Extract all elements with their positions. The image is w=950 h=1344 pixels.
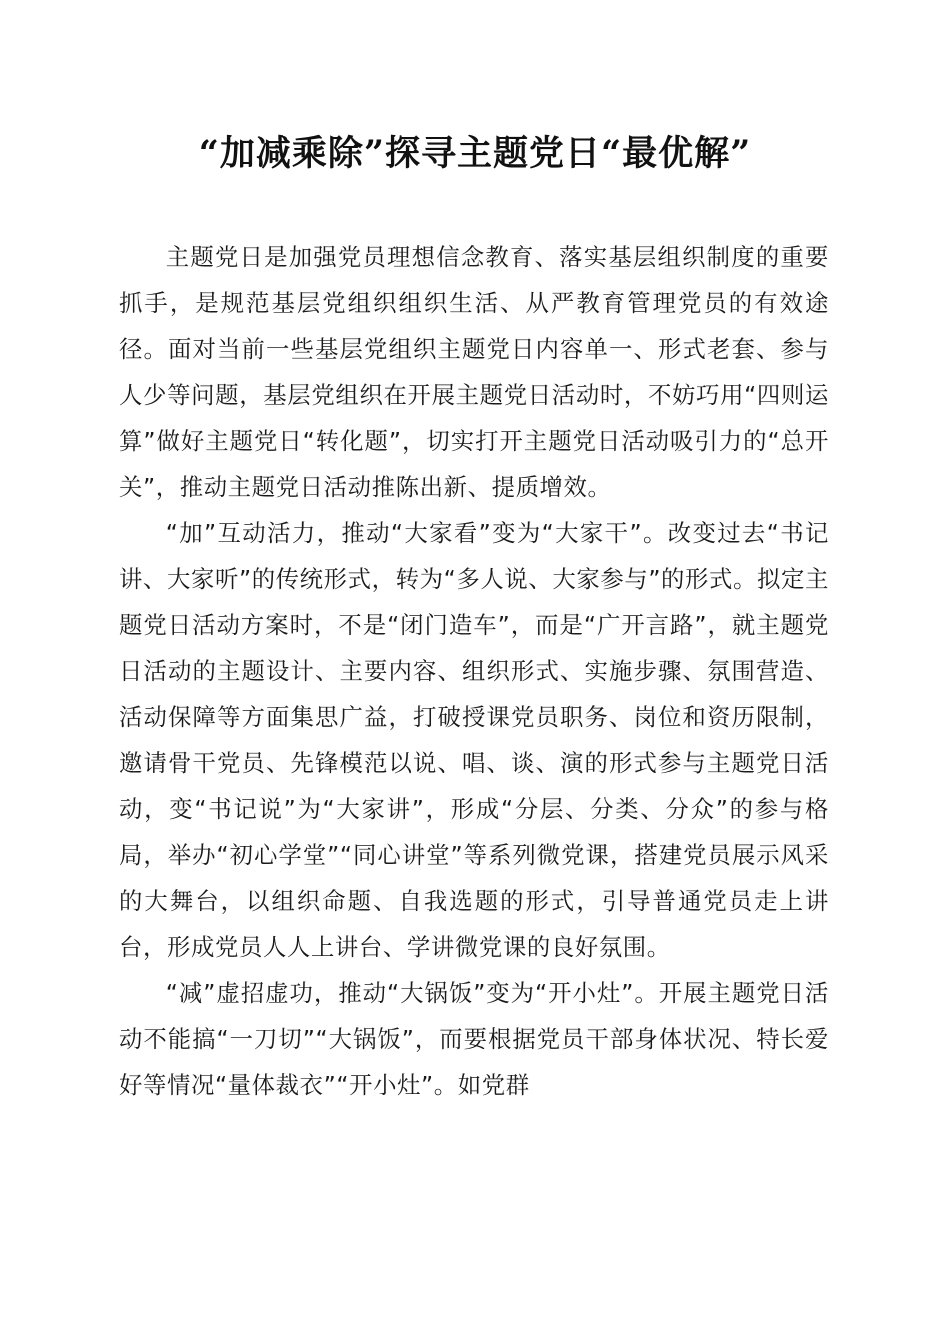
- paragraph-subtract: “减”虚招虚功，推动“大锅饭”变为“开小灶”。开展主题党日活动不能搞“一刀切”“大锅饭”，而要根据党员干部身体状况、特长爱好等情况“量体裁衣”“开小灶”。如党群: [119, 979, 829, 1099]
- paragraph-intro: 主题党日是加强党员理想信念教育、落实基层组织制度的重要抓手，是规范基层党组织组织生活、从严教育管理党员的有效途径。面对当前一些基层党组织主题党日内容单一、形式老套、参与人少等问题，基层党组织在开展主题党日活动时，不妨巧用“四则运算”做好主题党日“转化题”，切实打开主题党日活动吸引力的“总开关”，推动主题党日活动推陈出新、提质增效。: [119, 243, 829, 501]
- paragraph-add: “加”互动活力，推动“大家看”变为“大家干”。改变过去“书记讲、大家听”的传统形式，转为“多人说、大家参与”的形式。拟定主题党日活动方案时，不是“闭门造车”，而是“广开言路”，就主题党日活动的主题设计、主要内容、组织形式、实施步骤、氛围营造、活动保障等方面集思广益，打破授课党员职务、岗位和资历限制，邀请骨干党员、先锋模范以说、唱、谈、演的形式参与主题党日活动，变“书记说”为“大家讲”，形成“分层、分类、分众”的参与格局，举办“初心学堂”“同心讲堂”等系列微党课，搭建党员展示风采的大舞台，以组织命题、自我选题的形式，引导普通党员走上讲台，形成党员人人上讲台、学讲微党课的良好氛围。: [119, 519, 829, 961]
- document-body: [119, 234, 829, 1108]
- document-title: “加减乘除”探寻主题党日“最优解”: [198, 133, 752, 174]
